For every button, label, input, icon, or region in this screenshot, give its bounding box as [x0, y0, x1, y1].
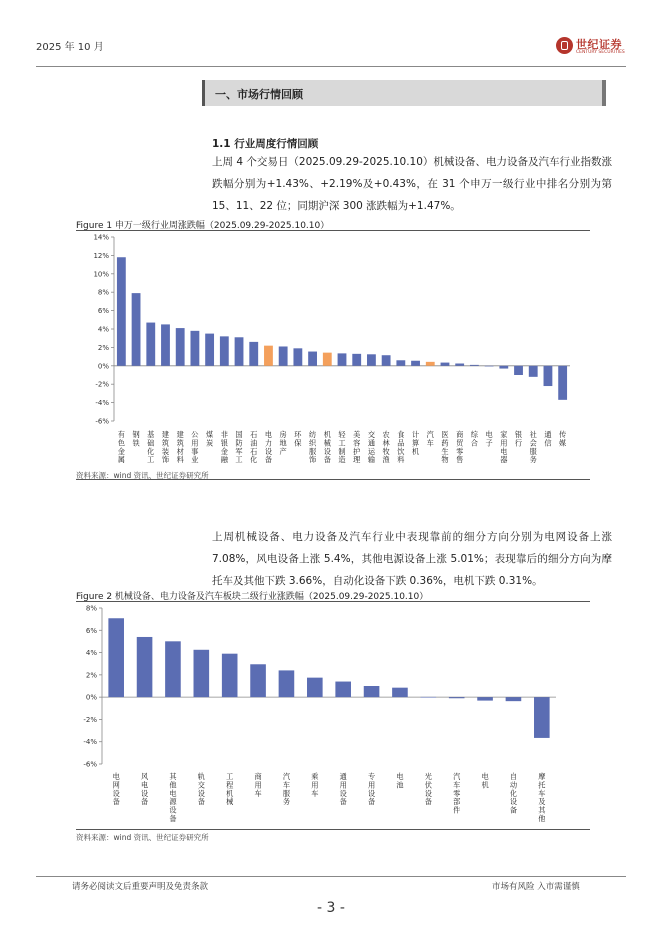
bar-11	[392, 688, 408, 697]
bar-12	[421, 697, 437, 698]
category-label: 自动化设备	[509, 772, 518, 815]
category-label: 计算机	[411, 430, 420, 456]
category-label: 石油石化	[250, 430, 258, 465]
y-tick-label: -6%	[83, 760, 97, 769]
bar-5	[176, 328, 185, 366]
header-divider	[36, 66, 626, 67]
bar-16	[534, 697, 550, 738]
bar-15	[323, 353, 332, 366]
bar-10	[249, 342, 258, 366]
category-label: 农林牧渔	[382, 430, 390, 465]
bar-5	[222, 654, 238, 697]
bar-2	[137, 637, 153, 697]
bar-27	[499, 366, 508, 369]
bar-29	[529, 366, 538, 377]
category-label: 基础化工	[147, 430, 155, 465]
y-tick-label: -2%	[83, 715, 97, 724]
category-label: 环保	[294, 430, 302, 448]
category-label: 医药生物	[441, 430, 449, 465]
footer-disclaimer: 请务必阅读文后重要声明及免责条款	[72, 882, 209, 892]
category-label: 汽车服务	[282, 772, 291, 807]
category-label: 电池	[396, 772, 404, 790]
category-label: 银行	[514, 430, 523, 448]
y-tick-label: 2%	[85, 671, 97, 680]
category-label: 社会服务	[529, 430, 537, 465]
bar-25	[470, 365, 479, 366]
category-label: 交通运输	[367, 430, 376, 465]
category-label: 光伏设备	[424, 772, 432, 807]
bar-14	[308, 352, 317, 366]
category-label: 钢铁	[132, 430, 140, 448]
category-label: 家用电器	[500, 430, 508, 465]
bar-3	[146, 323, 155, 366]
category-label: 通用设备	[339, 772, 347, 807]
category-label: 风电设备	[140, 772, 149, 807]
category-label: 美容护理	[353, 430, 361, 465]
report-date: 2025 年 10 月	[36, 42, 104, 53]
category-label: 电子	[485, 430, 493, 448]
logo-text-cn: 世纪证券	[576, 38, 622, 51]
paragraph-weekly-review: 上周 4 个交易日（2025.09.29-2025.10.10）机械设备、电力设备及汽车行业指数涨跌幅分别为+1.43%、+2.19%及+0.43%，在 31 个申万一级行业中排名分别为第 15、11、22 位；同期沪深 300 涨跌幅为+1.47%。	[212, 156, 612, 212]
figure1-bar-chart	[76, 231, 590, 471]
category-label: 纺织服饰	[308, 430, 317, 465]
bar-2	[132, 293, 141, 366]
bar-17	[352, 354, 361, 366]
bar-28	[514, 366, 523, 375]
bar-15	[506, 697, 522, 701]
bar-22	[426, 362, 435, 366]
bar-14	[477, 697, 493, 700]
bar-7	[279, 670, 295, 697]
y-tick-label: 6%	[85, 626, 97, 635]
bar-8	[220, 336, 229, 365]
category-label: 非银金融	[220, 430, 228, 465]
y-tick-label: 6%	[97, 307, 109, 316]
figure2-bar-chart	[76, 602, 590, 830]
category-label: 其他电源设备	[169, 772, 177, 823]
category-label: 机械设备	[323, 430, 331, 465]
y-tick-label: -4%	[83, 738, 97, 747]
category-label: 商贸零售	[456, 430, 464, 465]
bar-4	[194, 650, 210, 697]
company-logo	[556, 36, 628, 60]
section-heading-bar	[202, 80, 606, 106]
bar-13	[449, 697, 465, 698]
bar-6	[190, 331, 199, 366]
bar-11	[264, 346, 273, 366]
category-label: 传媒	[559, 430, 567, 448]
category-label: 电力设备	[264, 430, 273, 465]
category-label: 有色金属	[117, 430, 125, 465]
bar-3	[165, 641, 181, 697]
y-tick-label: 10%	[93, 270, 109, 279]
subsection-title: 1.1 行业周度行情回顾	[212, 138, 319, 150]
figure1-bottom-rule	[76, 479, 590, 480]
y-tick-label: 0%	[85, 693, 97, 702]
category-label: 公用事业	[191, 430, 199, 465]
bar-1	[117, 257, 126, 366]
page-number: - 3 -	[317, 900, 345, 916]
category-label: 电网设备	[112, 772, 120, 807]
category-label: 轨交设备	[197, 772, 205, 807]
category-label: 电机	[481, 772, 489, 790]
bar-26	[485, 366, 494, 367]
y-tick-label: 8%	[97, 288, 109, 297]
bar-6	[250, 664, 266, 697]
section-title: 一、市场行情回顾	[215, 88, 303, 101]
category-label: 食品饮料	[397, 430, 405, 465]
footer-divider	[36, 876, 626, 877]
bar-10	[364, 686, 380, 697]
category-label: 汽车零部件	[453, 772, 461, 815]
y-tick-label: 4%	[97, 325, 109, 334]
y-tick-label: 0%	[97, 362, 109, 371]
category-label: 建筑材料	[176, 430, 184, 465]
category-label: 通信	[544, 430, 552, 448]
category-label: 乘用车	[311, 772, 319, 798]
category-label: 房地产	[279, 430, 287, 456]
bar-1	[108, 618, 124, 697]
category-label: 国防军工	[235, 430, 243, 465]
y-tick-label: -4%	[95, 399, 109, 408]
category-label: 轻工制造	[338, 430, 346, 465]
bar-31	[558, 366, 567, 400]
bar-16	[338, 353, 347, 365]
bar-30	[544, 366, 553, 386]
bar-18	[367, 354, 376, 366]
category-label: 摩托车及其他	[538, 772, 546, 823]
y-tick-label: 12%	[93, 251, 109, 260]
category-label: 汽车	[426, 430, 434, 448]
y-tick-label: -2%	[95, 380, 109, 389]
bar-23	[441, 363, 450, 366]
footer-risk-notice: 市场有风险 入市需谨慎	[492, 882, 580, 892]
bar-4	[161, 324, 170, 365]
bar-8	[307, 678, 323, 698]
figure2-title: Figure 2 机械设备、电力设备及汽车板块二级行业涨跌幅（2025.09.29-2025.10.10）	[76, 592, 429, 602]
bar-9	[235, 337, 244, 366]
paragraph-subindustry: 上周机械设备、电力设备及汽车行业中表现靠前的细分方向分别为电网设备上涨 7.08%，风电设备上涨 5.4%，其他电源设备上涨 5.01%；表现靠后的细分方向为摩托车及其他下跌 3.66%，自动化设备下跌 0.36%，电机下跌 0.31%。	[212, 531, 612, 587]
y-tick-label: 4%	[85, 649, 97, 658]
bar-12	[279, 346, 288, 365]
bar-24	[455, 364, 464, 366]
category-label: 专用设备	[367, 772, 376, 807]
category-label: 综合	[470, 430, 478, 448]
bar-9	[335, 682, 351, 698]
category-label: 商用车	[254, 772, 262, 798]
y-tick-label: 2%	[97, 343, 109, 352]
y-tick-label: 14%	[93, 233, 109, 242]
figure2-bottom-rule	[76, 829, 590, 830]
figure1-source: 资料来源：wind 资讯、世纪证券研究所	[76, 471, 209, 480]
category-label: 煤炭	[206, 430, 214, 448]
figure2-source: 资料来源：wind 资讯、世纪证券研究所	[76, 833, 209, 842]
category-label: 建筑装饰	[161, 430, 170, 465]
figure1-title: Figure 1 申万一级行业周涨跌幅（2025.09.29-2025.10.10）	[76, 221, 330, 231]
y-tick-label: 8%	[85, 604, 97, 613]
logo-text-en: CENTURY SECURITIES	[576, 50, 625, 55]
logo-mark-icon	[556, 37, 573, 54]
bar-20	[396, 360, 405, 366]
category-label: 工程机械	[226, 772, 234, 807]
y-tick-label: -6%	[95, 417, 109, 426]
bar-7	[205, 334, 214, 366]
bar-13	[293, 348, 302, 365]
bar-19	[382, 355, 391, 366]
bar-21	[411, 361, 420, 366]
